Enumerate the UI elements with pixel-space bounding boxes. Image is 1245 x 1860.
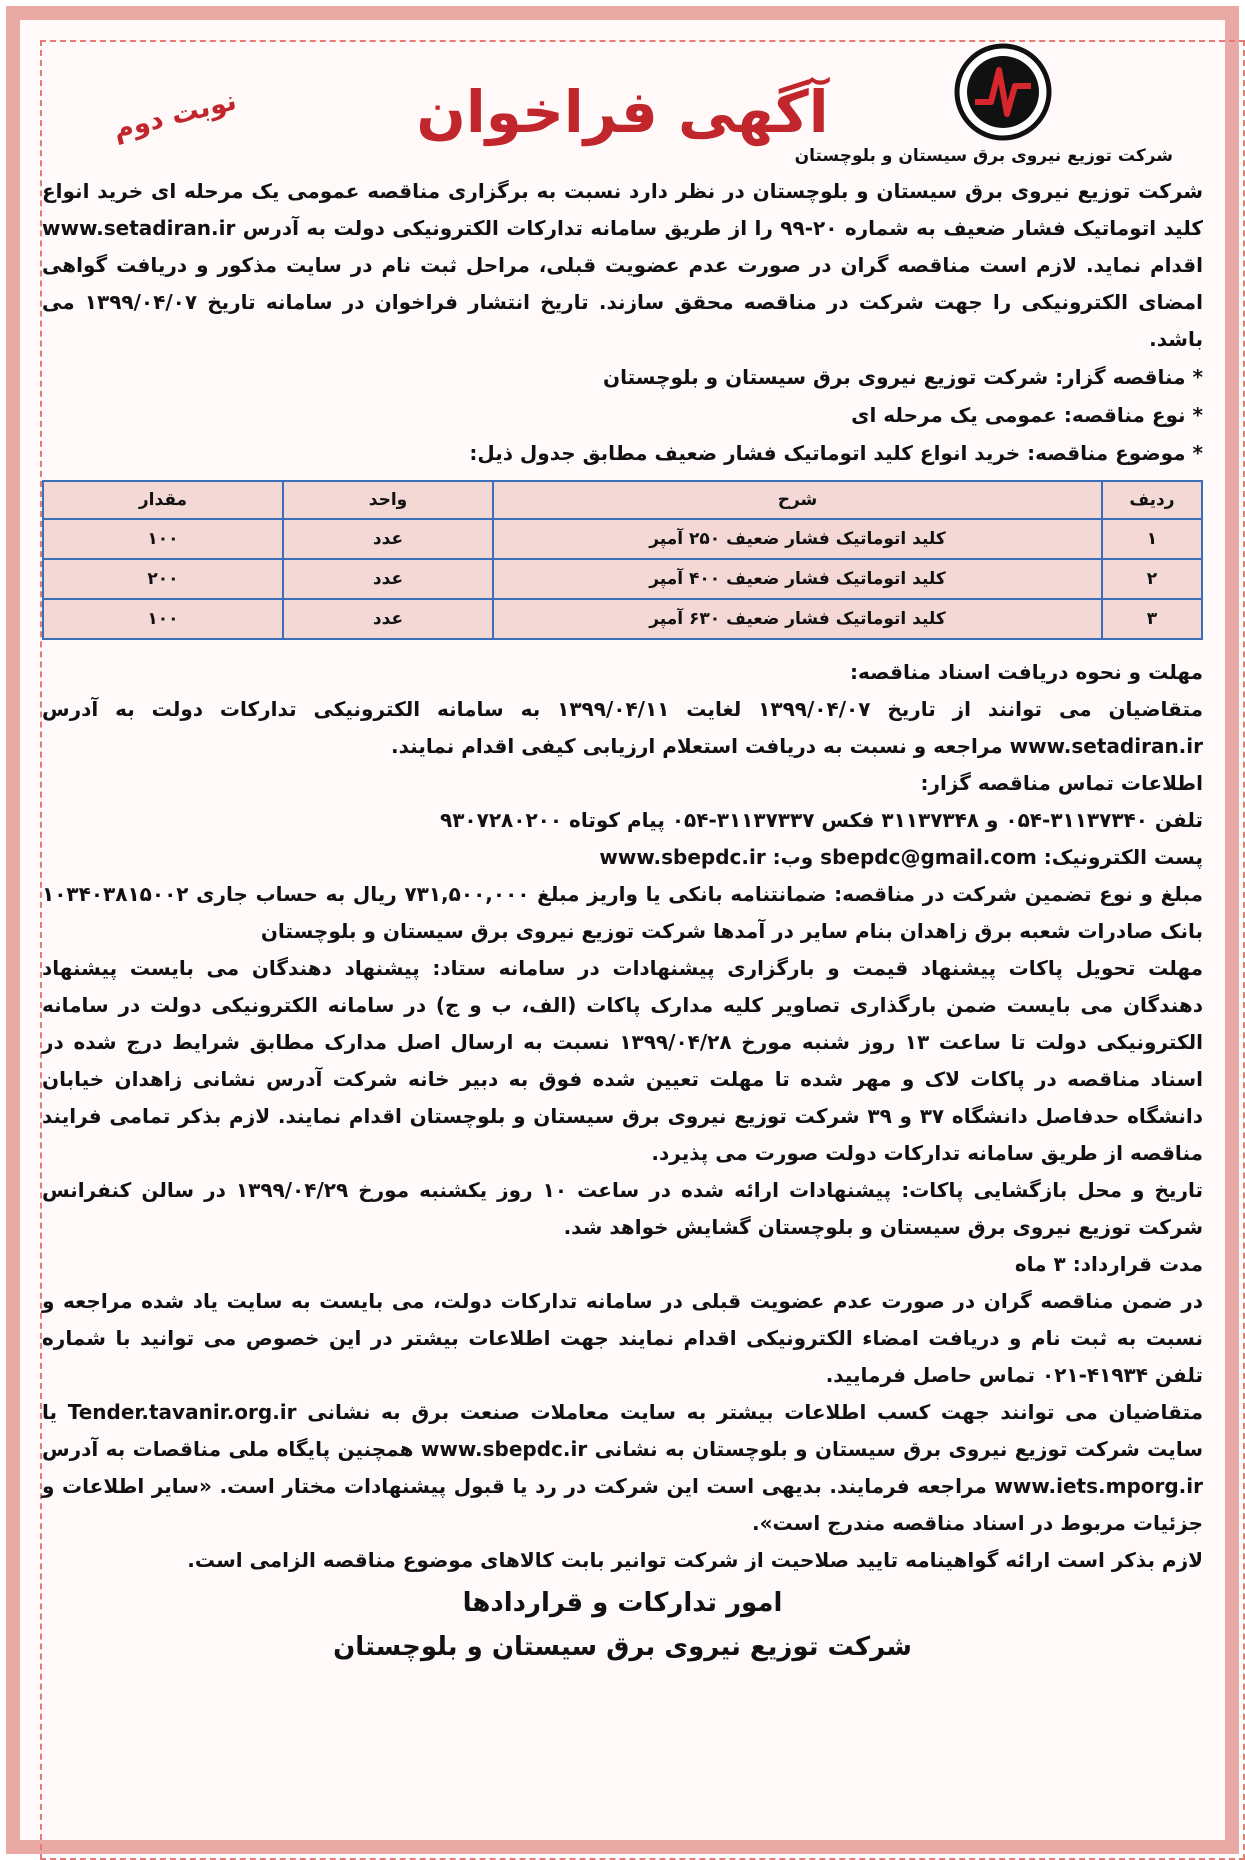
header-desc: شرح	[493, 481, 1102, 519]
table-header-row	[43, 481, 1202, 519]
certificate-line: لازم بذکر است ارائه گواهینامه تایید صلاحیت از شرکت توانیر بابت کالاهای موضوع مناقصه الزامی است.	[187, 1548, 1203, 1572]
table-row	[43, 519, 1202, 559]
cell-desc: کلید اتوماتیک فشار ضعیف ۴۰۰ آمپر	[493, 559, 1102, 599]
round-label: نوبت دوم	[110, 85, 240, 146]
bullet-tender-subject: * موضوع مناقصه: خرید انواع کلید اتوماتیک فشار ضعیف مطابق جدول ذیل:	[42, 434, 1203, 472]
opening-paragraph: تاریخ و محل بازگشایی پاکات: پیشنهادات ارائه شده در ساعت ۱۰ روز یکشنبه مورخ ۱۳۹۹/۰۴/۲۹ در سالن کنفرانس شرکت توزیع نیروی برق سیستان و بلوچستان گشایش خواهد شد.	[42, 1178, 1203, 1239]
cell-qty: ۱۰۰	[43, 519, 283, 559]
bullet-tender-type: * نوع مناقصه: عمومی یک مرحله ای	[42, 396, 1203, 434]
cell-desc: کلید اتوماتیک فشار ضعیف ۲۵۰ آمپر	[493, 519, 1102, 559]
cell-qty: ۲۰۰	[43, 559, 283, 599]
bullet-organizer: * مناقصه گزار: شرکت توزیع نیروی برق سیستان و بلوچستان	[42, 358, 1203, 396]
cell-desc: کلید اتوماتیک فشار ضعیف ۶۳۰ آمپر	[493, 599, 1102, 639]
contact-heading: اطلاعات تماس مناقصه گزار:	[920, 771, 1203, 795]
cell-row-no: ۳	[1102, 599, 1202, 639]
cell-unit: عدد	[283, 599, 493, 639]
contact-phone: تلفن ۳۱۱۳۷۳۴۰-۰۵۴ و ۳۱۱۳۷۳۴۸ فکس ۳۱۱۳۷۳۳۷-۰۵۴ پیام کوتاه ۹۳۰۷۲۸۰۲۰۰	[440, 808, 1203, 832]
deadline-heading: مهلت و نحوه دریافت اسناد مناقصه:	[850, 660, 1203, 684]
header-row-no: ردیف	[1102, 481, 1202, 519]
guarantee-paragraph: مبلغ و نوع تضمین شرکت در مناقصه: ضمانتنامه بانکی یا واریز مبلغ ۷۳۱,۵۰۰,۰۰۰ ریال به حساب جاری ۱۰۳۴۰۳۸۱۵۰۰۲ بانک صادرات شعبه برق زاهدان بنام سایر در آمدها شرکت توزیع نیروی برق سیستان و بلوچستان	[42, 882, 1203, 943]
table-row	[43, 559, 1202, 599]
cell-unit: عدد	[283, 559, 493, 599]
company-name-header: شرکت توزیع نیروی برق سیستان و بلوچستان	[794, 146, 1173, 166]
more-info-paragraph: متقاضیان می توانند جهت کسب اطلاعات بیشتر به سایت معاملات صنعت برق به نشانی Tender.tavanir.org.ir یا سایت شرکت توزیع نیروی برق سیستان و بلوچستان به نشانی www.sbepdc.ir همچنین پایگاه ملی مناقصات به آدرس www.iets.mporg.ir مراجعه فرمایند. بدیهی است این شرکت در رد یا قبول پیشنهادات مختار است. «سایر اطلاعات و جزئیات مربوط در اسناد مناقصه مندرج است».	[42, 1400, 1204, 1535]
intro-paragraph: شرکت توزیع نیروی برق سیستان و بلوچستان در نظر دارد نسبت به برگزاری مناقصه عمومی یک مرحله ای خرید انواع کلید اتوماتیک فشار ضعیف به شماره ۲۰-۹۹ را از طریق سامانه تدارکات الکترونیکی دولت به آدرس www.setadiran.ir اقدام نماید. لازم است مناقصه گران در صورت عدم عضویت قبلی، مراحل ثبت نام در سایت مذکور و دریافت گواهی امضای الکترونیکی را جهت شرکت در مناقصه محقق سازند. تاریخ انتشار فراخوان در سامانه تاریخ ۱۳۹۹/۰۴/۰۷ می باشد.	[42, 179, 1203, 351]
submission-paragraph: مهلت تحویل پاکات پیشنهاد قیمت و بارگزاری پیشنهادات در سامانه ستاد: پیشنهاد دهندگان می بایست پیشنهاد دهندگان می بایست ضمن بارگذاری تصاویر کلیه مدارک پاکات (الف، ب و ج) در سامانه الکترونیکی دولت در سامانه الکترونیکی دولت تا ساعت ۱۳ روز شنبه مورخ ۱۳۹۹/۰۴/۲۸ نسبت به ارسال اصل مدارک مطابق شرایط درج شده در اسناد مناقصه در پاکات لاک و مهر شده تا مهلت تعیین شده فوق به دبیر خانه شرکت آدرس نشانی زاهدان خیابان دانشگاه حدفاصل دانشگاه ۳۷ و ۳۹ شرکت توزیع نیروی برق سیستان و بلوچستان اقدام نمایند. لازم بذکر تمامی فرایند مناقصه از طریق سامانه تدارکات دولت صورت می پذیرد.	[42, 956, 1204, 1165]
items-table	[42, 480, 1203, 640]
notice-title: آگهی فراخوان	[416, 78, 829, 146]
notice-header	[42, 28, 1203, 173]
cell-unit: عدد	[283, 519, 493, 559]
duration-line: مدت قرارداد: ۳ ماه	[1014, 1252, 1203, 1276]
header-unit: واحد	[283, 481, 493, 519]
signature-company: شرکت توزیع نیروی برق سیستان و بلوچستان	[333, 1632, 912, 1662]
header-qty: مقدار	[43, 481, 283, 519]
cell-row-no: ۲	[1102, 559, 1202, 599]
deadline-text: متقاضیان می توانند از تاریخ ۱۳۹۹/۰۴/۰۷ لغایت ۱۳۹۹/۰۴/۱۱ به سامانه الکترونیکی تدارکات دولت به آدرس www.setadiran.ir مراجعه و نسبت به دریافت استعلام ارزیابی کیفی اقدام نمایند.	[42, 697, 1203, 758]
registration-paragraph: در ضمن مناقصه گران در صورت عدم عضویت قبلی در سامانه تدارکات دولت، می بایست به سایت یاد شده مراجعه و نسبت به ثبت نام و دریافت امضاء الکترونیکی اقدام نمایند جهت اطلاعات بیشتر در این خصوص می توانید با شماره تلفن ۴۱۹۳۴-۰۲۱ تماس حاصل فرمایید.	[42, 1289, 1203, 1387]
table-row	[43, 599, 1202, 639]
cell-qty: ۱۰۰	[43, 599, 283, 639]
contact-email: پست الکترونیک: sbepdc@gmail.com وب: www.sbepdc.ir	[599, 845, 1203, 869]
cell-row-no: ۱	[1102, 519, 1202, 559]
signature-department: امور تدارکات و قراردادها	[462, 1588, 783, 1618]
notice-content	[42, 28, 1203, 1830]
